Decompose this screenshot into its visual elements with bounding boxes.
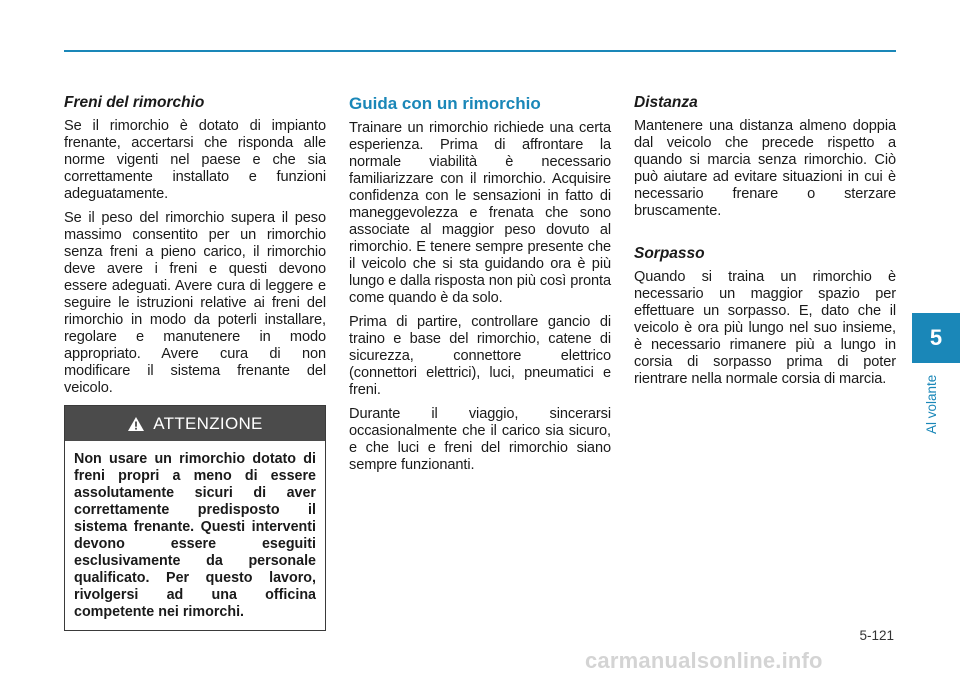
heading-overtaking: Sorpasso — [634, 245, 705, 262]
watermark: carmanualsonline.info — [585, 648, 823, 673]
paragraph: Durante il viaggio, sincerarsi occasionalmente che il carico sia sicuro, e che luci e freni del rimorchio siano sempre funzionanti. — [349, 406, 611, 473]
paragraph: Prima di partire, controllare gancio di traino e base del rimorchio, catene di sicurezza, connettore elettrico (connettori elettrici), luci, pneumatici e freni. — [349, 314, 611, 398]
chapter-label-text: Al volante — [924, 374, 939, 434]
chapter-label — [922, 366, 942, 436]
column-distance-overtaking — [634, 94, 896, 395]
paragraph: Se il peso del rimorchio supera il peso massimo consentito per un rimorchio senza freni a pieno carico, il rimorchio deve avere i freni e questi devono essere adeguati. Avere cura di leggere e seguire le istruzioni relative ai freni del rimorchio in modo da poterli installare, regolare e manutenere in modo appropriato. Avere cura di non modificare il sistema frenante del veicolo. — [64, 210, 326, 396]
column-towing — [349, 94, 611, 481]
warning-box — [64, 405, 326, 631]
paragraph: Trainare un rimorchio richiede una certa esperienza. Prima di affrontare la normale viabilità è necessario familiarizzare con il rimorchio. Acquisire confidenza con le sensazioni in fatto di maneggevolezza e frenata che sono associate al maggior peso dovuto al rimorchio. E tenere sempre presente che il veicolo che si sta guidando ora è più lungo e dalla risposta non più così pronta come quando è da solo. — [349, 120, 611, 306]
chapter-number-tab: 5 — [912, 313, 960, 363]
paragraph: Se il rimorchio è dotato di impianto frenante, accertarsi che risponda alle norme vigenti nel paese e che sia correttamente installato e funzioni adeguatamente. — [64, 118, 326, 202]
warning-text: Non usare un rimorchio dotato di freni propri a meno di essere assolutamente sicuri di aver correttamente predisposto il sistema frenante. Questi interventi devono essere eseguiti esclusivamente da personale qualificato. Per questo lavoro, rivolgersi ad una officina competente nei rimorchi. — [74, 451, 316, 620]
warning-title: ATTENZIONE — [153, 413, 263, 433]
paragraph: Mantenere una distanza almeno doppia dal veicolo che precede rispetto a quando si marcia senza rimorchio. Ciò può aiutare ad evitare situazioni in cui è necessario frenare o sterzare bruscamente. — [634, 118, 896, 219]
warning-triangle-icon — [127, 416, 145, 432]
heading-distance: Distanza — [634, 94, 698, 111]
heading-trailer-brakes: Freni del rimorchio — [64, 94, 205, 111]
section-title-towing: Guida con un rimorchio — [349, 94, 541, 113]
column-brakes — [64, 94, 326, 404]
paragraph: Quando si traina un rimorchio è necessario un maggior spazio per effettuare un sorpasso. E, dato che il veicolo è ora più lungo nel suo insieme, è necessario rimanere più a lungo in corsia di sorpasso prima di poter rientrare nella normale corsia di marcia. — [634, 269, 896, 387]
header-rule — [64, 50, 896, 52]
warning-header — [65, 406, 325, 441]
page-number: 5-121 — [859, 628, 894, 643]
